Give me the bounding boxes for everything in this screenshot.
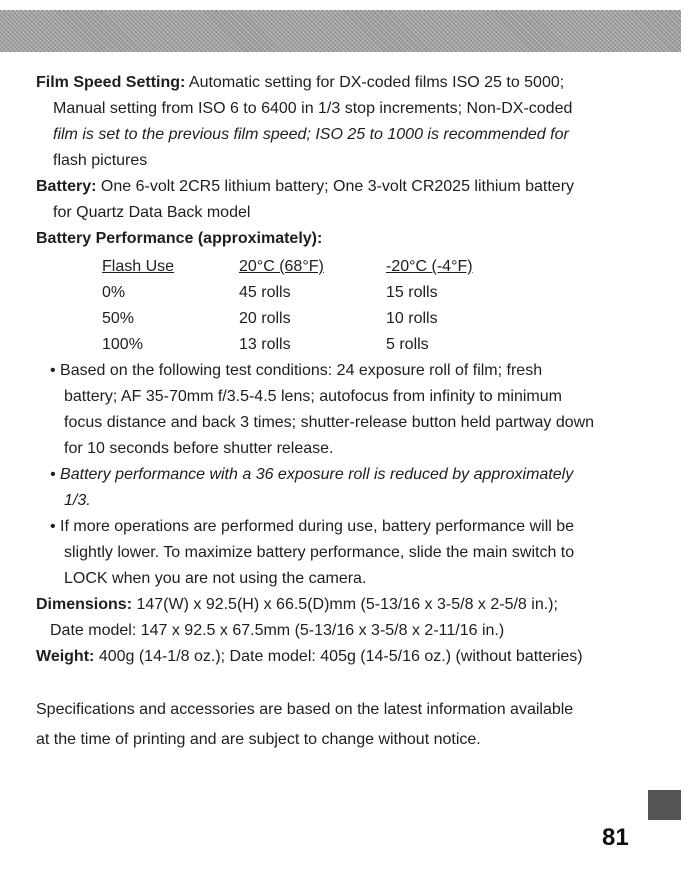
- table-cell: 45 rolls: [239, 284, 291, 301]
- table-cell: 5 rolls: [386, 336, 429, 353]
- note-1-line-3: focus distance and back 3 times; shutter-release button held partway down: [64, 414, 595, 431]
- weight-spec: [36, 644, 676, 670]
- weight-label: Weight:: [36, 648, 95, 665]
- note-1-line-2: battery; AF 35-70mm f/3.5-4.5 lens; autofocus from infinity to minimum: [64, 388, 562, 405]
- note-3-line-1: • If more operations are performed during use, battery performance will be: [50, 518, 575, 535]
- table-cell: 0%: [102, 284, 126, 301]
- dimensions-label: Dimensions:: [36, 596, 133, 613]
- specifications-disclaimer: [36, 695, 656, 755]
- film-speed-line-4: flash pictures: [53, 152, 148, 169]
- battery-line-2: for Quartz Data Back model: [53, 204, 251, 221]
- disclaimer-line-2: at the time of printing and are subject to change without notice.: [36, 731, 481, 748]
- table-cell: 10 rolls: [386, 310, 438, 327]
- section-thumb-tab: [648, 790, 681, 820]
- table-header-row: [102, 254, 676, 280]
- header-flash-use: Flash Use: [102, 258, 175, 275]
- page-number: 81: [602, 824, 629, 851]
- table-cell: 50%: [102, 310, 135, 327]
- specifications-text: [36, 70, 676, 670]
- header-pattern-band: [0, 10, 681, 52]
- dimensions-line-2: Date model: 147 x 92.5 x 67.5mm (5-13/16 x 3-5/8 x 2-11/16 in.): [50, 622, 505, 639]
- film-speed-line-2: Manual setting from ISO 6 to 6400 in 1/3 stop increments; Non-DX-coded: [53, 100, 573, 117]
- header-20c: 20°C (68°F): [239, 258, 324, 275]
- table-row: [102, 332, 676, 358]
- battery-performance-table: [102, 254, 676, 358]
- battery-line-1: One 6-volt 2CR5 lithium battery; One 3-volt CR2025 lithium battery: [100, 178, 575, 195]
- film-speed-line-1: Automatic setting for DX-coded films ISO 25 to 5000;: [188, 74, 565, 91]
- table-row: [102, 280, 676, 306]
- table-cell: 15 rolls: [386, 284, 438, 301]
- weight-line-1: 400g (14-1/8 oz.); Date model: 405g (14-5/16 oz.) (without batteries): [98, 648, 583, 665]
- film-speed-setting: [36, 70, 676, 174]
- dimensions-spec: [36, 592, 676, 644]
- table-row: [102, 306, 676, 332]
- table-cell: 20 rolls: [239, 310, 291, 327]
- table-cell: 13 rolls: [239, 336, 291, 353]
- test-conditions-note: [50, 358, 676, 462]
- note-2-line-2: 1/3.: [64, 492, 91, 509]
- battery-reduction-note: [50, 462, 676, 514]
- note-1-line-4: for 10 seconds before shutter release.: [64, 440, 334, 457]
- battery-label: Battery:: [36, 178, 97, 195]
- film-speed-label: Film Speed Setting:: [36, 74, 186, 91]
- disclaimer-line-1: Specifications and accessories are based on the latest information available: [36, 701, 574, 718]
- header-minus-20c: -20°C (-4°F): [386, 258, 473, 275]
- battery-spec: [36, 174, 676, 226]
- film-speed-line-3: film is set to the previous film speed; ISO 25 to 1000 is recommended for: [53, 126, 569, 143]
- note-3-line-2: slightly lower. To maximize battery performance, slide the main switch to: [64, 544, 575, 561]
- note-3-line-3: LOCK when you are not using the camera.: [64, 570, 367, 587]
- note-2-line-1: • Battery performance with a 36 exposure roll is reduced by approximately: [50, 466, 574, 483]
- table-cell: 100%: [102, 336, 143, 353]
- dimensions-line-1: 147(W) x 92.5(H) x 66.5(D)mm (5-13/16 x 3-5/8 x 2-5/8 in.);: [136, 596, 558, 613]
- battery-performance-label: Battery Performance (approximately):: [36, 230, 323, 247]
- more-operations-note: [50, 514, 676, 592]
- note-1-line-1: • Based on the following test conditions: 24 exposure roll of film; fresh: [50, 362, 543, 379]
